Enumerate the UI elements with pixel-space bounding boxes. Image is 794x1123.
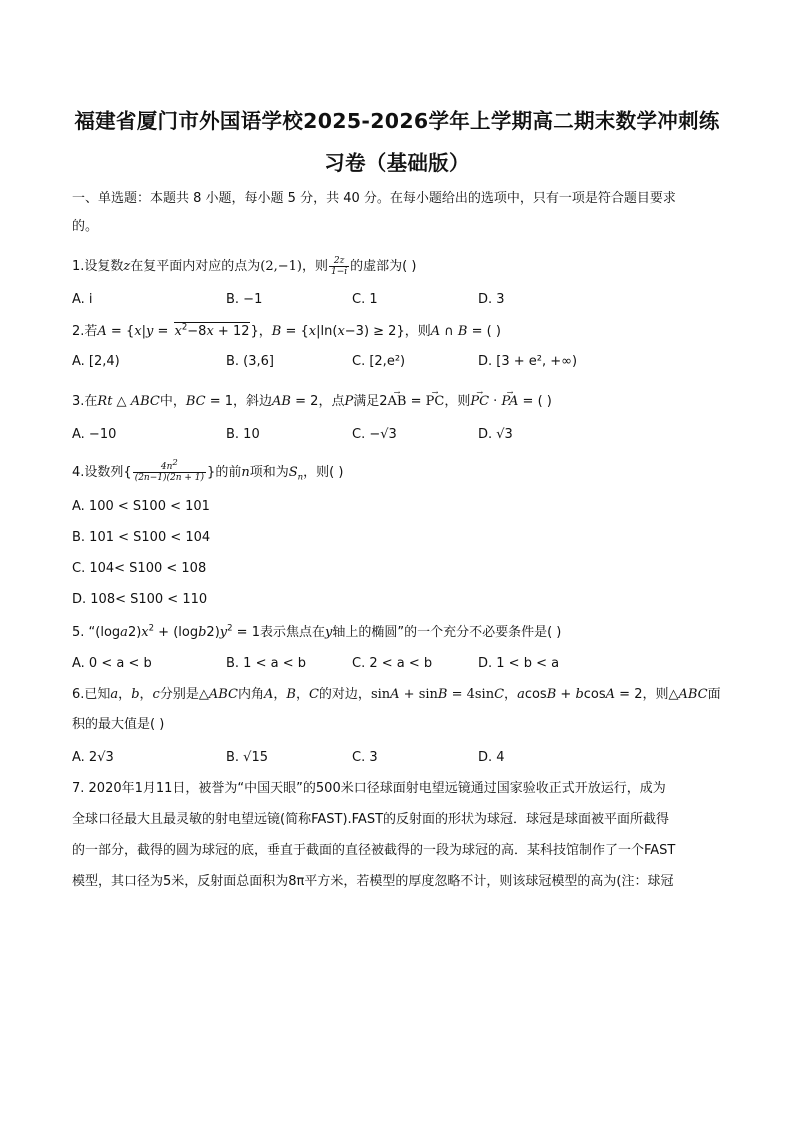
section-instructions-line-2: 的。: [72, 219, 99, 234]
question-1-option-b: B. −1: [226, 292, 263, 307]
question-7-line-1: 7. 2020年1月11日，被誉为“中国天眼”的500米口径球面射电望远镜通过国家验收正式开放运行，成为: [72, 781, 666, 796]
question-5-option-b: B. 1 < a < b: [226, 656, 306, 671]
question-1-stem: 1.设复数z在复平面内对应的点为(2,−1)，则 $\frac{2z}{1-i}$ 的虚部为( ): [72, 256, 417, 277]
question-4-stem: 4.设数列{ $\frac{4n^2}{(2n-1)(2n + 1)}$ }的前n项和为$S_n$，则( ): [72, 458, 344, 483]
exam-title-line-1: 福建省厦门市外国语学校2025-2026学年上学期高二期末数学冲刺练: [74, 109, 720, 133]
question-6-stem-line-1: 6.已知a，b，c分别是△ABC内角A，B，C的对边，sinA + sinB = 4sinC，acosB + bcosA = 2，则△ABC面: [72, 687, 721, 702]
question-6-stem-line-2: 积的最大值是( ): [72, 717, 165, 732]
question-6-option-b: B. √15: [226, 750, 269, 765]
question-5-option-d: D. 1 < b < a: [478, 656, 560, 671]
question-1-option-a: A. i: [72, 292, 93, 307]
question-5-option-a: A. 0 < a < b: [72, 656, 152, 671]
question-3-option-b: B. 10: [226, 427, 260, 442]
question-3-option-c: C. −√3: [352, 427, 397, 442]
question-2-option-d: D. [3 + e², +∞): [478, 354, 578, 369]
section-instructions-line-1: 一、单选题：本题共 8 小题，每小题 5 分，共 40 分。在每小题给出的选项中，只有一项是符合题目要求: [72, 191, 676, 206]
question-3-stem: 3.在Rt △ ABC中，BC = 1，斜边AB = 2，点P满足2→ AB = → PC，则→ PC · → PA = ( ): [72, 393, 552, 411]
question-6-option-a: A. 2√3: [72, 750, 114, 765]
question-2-stem: 2.若$A = \{x|y = x^2-8x + 12\}$，B = {x|ln(x−3) ≥ 2}，则A ∩ B = ( ): [72, 322, 501, 339]
question-4-option-b: B. 101 < S100 < 104: [72, 530, 211, 545]
question-4-option-d: D. 108< S100 < 110: [72, 592, 208, 607]
question-7-line-2: 全球口径最大且最灵敏的射电望远镜(简称FAST).FAST的反射面的形状为球冠．球冠是球面被平面所截得: [72, 812, 670, 827]
exam-title-line-2: 习卷（基础版）: [324, 151, 470, 175]
question-4-option-a: A. 100 < S100 < 101: [72, 499, 210, 514]
question-1-option-d: D. 3: [478, 292, 505, 307]
question-2-option-a: A. [2,4): [72, 354, 120, 369]
question-6-option-d: D. 4: [478, 750, 505, 765]
question-4-option-c: C. 104< S100 < 108: [72, 561, 207, 576]
question-5-stem: 5. “$(\log a2)x^2 + (\log b2)y^2 = 1$表示焦点在y轴上的椭圆”的一个充分不必要条件是( ): [72, 623, 562, 640]
question-3-option-a: A. −10: [72, 427, 117, 442]
question-5-option-c: C. 2 < a < b: [352, 656, 433, 671]
question-6-option-c: C. 3: [352, 750, 378, 765]
question-3-option-d: D. √3: [478, 427, 513, 442]
question-2-option-b: B. (3,6]: [226, 354, 275, 369]
question-7-line-3: 的一部分，截得的圆为球冠的底，垂直于截面的直径被截得的一段为球冠的高．某科技馆制作了一个FAST: [72, 843, 676, 858]
question-2-option-c: C. [2,e²): [352, 354, 406, 369]
question-1-option-c: C. 1: [352, 292, 378, 307]
question-7-line-4: 模型，其口径为5米，反射面总面积为8π平方米，若模型的厚度忽略不计，则该球冠模型的高为(注：球冠: [72, 874, 674, 889]
